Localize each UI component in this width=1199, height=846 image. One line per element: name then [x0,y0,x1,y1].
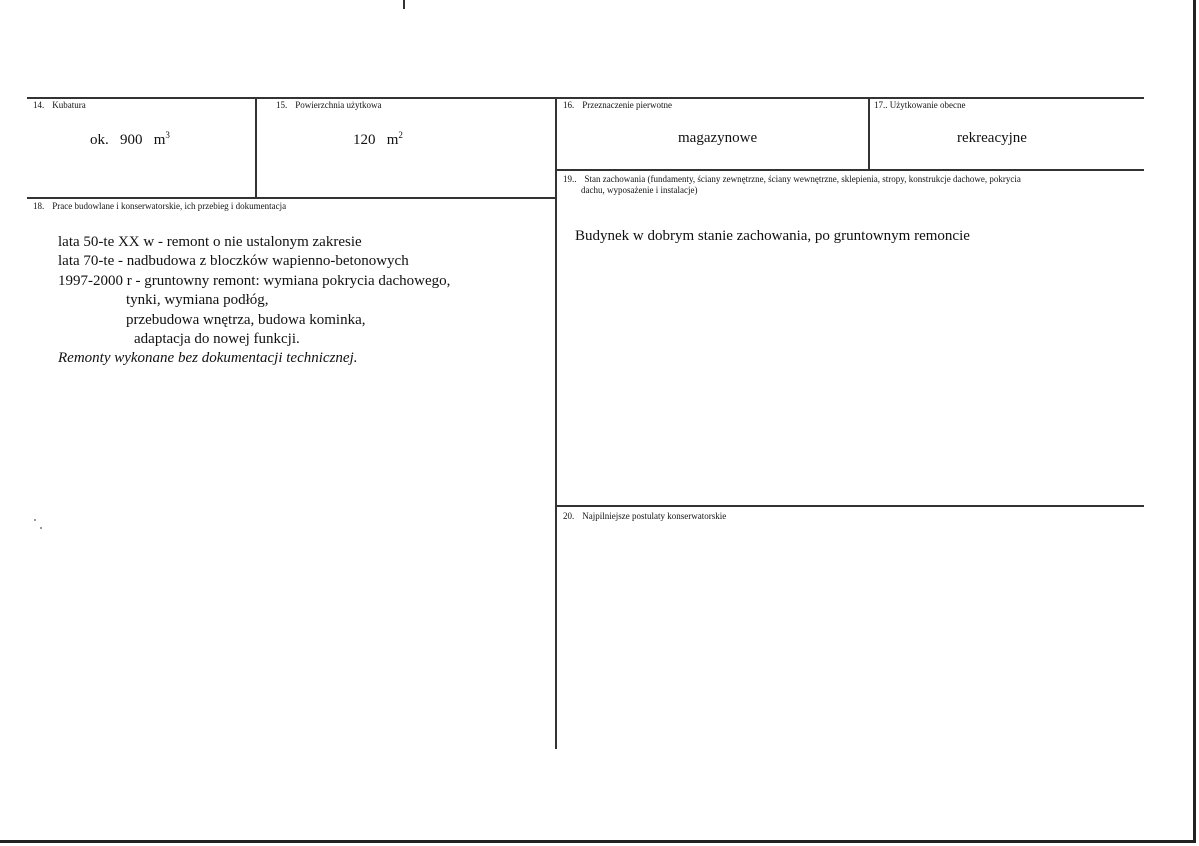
divider-16-17 [868,97,870,170]
field-14-number-value: 900 [120,132,143,148]
divider-14-15 [255,97,257,198]
top-rule [27,97,1144,99]
work-entry-continued: przebudowa wnętrza, budowa kominka, [126,311,366,328]
field-17-value: rekreacyjne [957,130,1027,146]
field-17-label [874,100,965,111]
field-19-number: 19.. [563,174,577,184]
field-19-label [563,174,1133,196]
field-16-number: 16. [563,100,575,110]
rule-under-16-17 [557,169,1144,171]
field-18-label-text: Prace budowlane i konserwatorskie, ich przebieg i dokumentacja [52,201,287,211]
field-20-number: 20. [563,511,575,521]
field-14-number: 14. [33,100,45,110]
field-16-label [563,100,672,111]
rule-above-20 [557,505,1144,507]
scan-speck [34,519,36,521]
field-14-unit-exponent: 3 [165,130,170,140]
field-15-unit-exponent: 2 [398,130,403,140]
field-14-prefix: ok. [90,132,109,148]
field-19-label-line2: dachu, wyposażenie i instalacje) [581,185,698,195]
rule-under-14-15 [27,197,557,199]
field-14-label [33,100,86,111]
field-15-unit: m [386,132,399,148]
work-entry-continued: adaptacja do nowej funkcji. [134,331,300,348]
field-14-value [90,130,170,149]
field-15-label [276,100,381,111]
work-entry: lata 50-te XX w - remont o nie ustalonym zakresie [58,234,362,250]
field-17-number: 17.. [874,100,888,110]
field-15-number-value: 120 [353,132,376,148]
field-19-value: Budynek w dobrym stanie zachowania, po gruntownym remoncie [575,228,970,244]
field-16-label-text: Przeznaczenie pierwotne [582,100,672,110]
field-19-label-line1: Stan zachowania (fundamenty, ściany zewnętrzne, ściany wewnętrzne, sklepienia, stropy, konstrukcje dachowe, pokrycia [584,174,1021,184]
top-tick-mark [403,0,405,9]
field-20-label-text: Najpilniejsze postulaty konserwatorskie [582,511,727,521]
center-divider [555,97,557,749]
field-20-label [563,511,726,522]
field-18-label [33,201,286,212]
work-entry: lata 70-te - nadbudowa z bloczków wapienno-betonowych [58,253,409,270]
field-15-value [353,130,403,149]
field-18-content [58,233,538,369]
field-18-note: Remonty wykonane bez dokumentacji technicznej. [58,350,358,367]
field-15-number: 15. [276,100,288,110]
work-entry: 1997-2000 r - gruntowny remont: wymiana pokrycia dachowego, [58,272,451,289]
field-15-label-text: Powierzchnia użytkowa [295,100,382,110]
field-17-label-text: Użytkowanie obecne [889,100,966,110]
field-14-unit: m [153,132,166,148]
scan-speck [40,527,42,529]
field-14-label-text: Kubatura [52,100,86,110]
field-18-number: 18. [33,201,45,211]
work-entry-continued: tynki, wymiana podłóg, [126,292,269,309]
field-16-value: magazynowe [678,130,758,146]
